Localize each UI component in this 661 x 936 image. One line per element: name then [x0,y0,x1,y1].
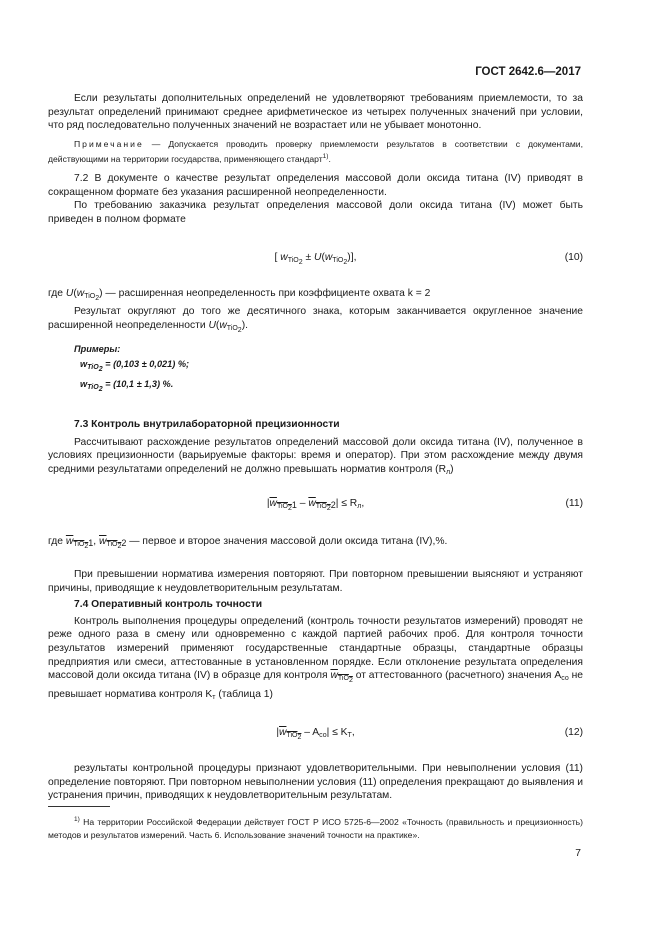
section-7-3-title: 7.3 Контроль внутрилабораторной прецизионности [74,418,340,430]
formula-11: $|w_{TiO_21} - w_{TiO_22}| \le R_л$, (11) [266,498,583,513]
examples-title: Примеры: [74,344,121,355]
paragraph-rounding: Результат округляют до того же десятичного знака, которым заканчивается округленное значение расширенной неопределенности $U(w_{TiO_2})$. [48,306,583,334]
document-header: ГОСТ 2642.6—2017 [475,66,581,78]
formula-number-12: (12) [564,727,583,739]
footnote-ref: 1) [322,152,329,160]
main-content [48,92,583,803]
footnote-divider [48,806,110,807]
note-label: Примечание [74,138,144,149]
paragraph-result: результаты контрольной процедуры признают удовлетворительными. При невыполнении условия (11) определение повторяют. При повторном невыполнении условия (11) определения прекращают до выявления и устранения причин, приводящих к неудовлетворительным результатам. [48,763,583,802]
page-number: 7 [575,848,581,859]
paragraph-7-4: Контроль выполнения процедуры определений (контроль точности результатов измерений) проводят не реже одного раза в смену или одновременно с каждой партией рабочих проб. Для контроля точности результатов измерений применяют государственные стандартные образцы, стандартные образцы предприятия или смеси, аттестованные в установленном порядке. Если отклонение результата определения массовой доли оксида титана (IV) в образце для контроля $w_{TiO_2}$ от аттестованного (расчетного) значения $A_{со}$ не превышает норматива контроля $K_т$ (таблица 1) [48,615,584,701]
paragraph-7-2-full-format: По требованию заказчика результат определения массовой доли оксида титана (IV) может быть приведен в полном формате [48,200,583,226]
paragraph-7-3: Рассчитывают расхождение результатов определений массовой доли оксида титана (IV), полученное в условиях прецизионности (варьируемые факторы: время и оператор). При этом расхождение между двумя средними результатами определений не должно превышать норматив контроля $(R_л)$ [48,436,583,476]
examples-block [48,343,583,398]
example-2: $w_{TiO_2} = (10,1 \pm 1,3)$ %. [80,379,174,394]
footnote-mark: 1) [74,816,80,823]
example-1: $w_{TiO_2} = (0,103 \pm 0,021)$ %; [80,358,190,373]
formula-12: $|w_{TiO_2} - A_{со}| \le K_Т$, (12) [276,727,583,742]
paragraph-7-2: 7.2 В документе о качестве результат определения массовой доли оксида титана (IV) приводят в сокращенном формате без указания расширенной неопределенности. [48,173,583,198]
paragraph-additional-results: Если результаты дополнительных определений не удовлетворяют требованиям приемлемости, то за результат определений принимают среднее арифметическое из четырех полученных значений при условии, что ряд последовательно полученных значений не возрастает или не убывает монотонно. [48,93,583,132]
formula-number-10: (10) [564,251,583,263]
section-7-4-title: 7.4 Оперативный контроль точности [74,599,263,611]
paragraph-where-U: где $U(w_{TiO_2})$ — расширенная неопределенность при коэффициенте охвата k = 2 [48,287,431,302]
note: Примечание — Допускается проводить проверку приемлемости результатов в соответствии с документами, действующими на территории государства, применяющего стандарт$^{1)}$. [48,138,583,164]
formula-number-11: (11) [565,498,583,510]
paragraph-exceed: При превышении норматива измерения повторяют. При повторном превышении выясняют и устраняют причины, приводящие к неудовлетворительным результатам. [48,568,583,594]
footnote: $^{1)}$ На территории Российской Федерации действует ГОСТ Р ИСО 5725-6—2002 «Точность (правильность и прецизионность) методов и результатов измерений. Часть 6. Использование значений точности на практике». [48,816,583,840]
formula-10: [ $w_{TiO_2} \pm U(w_{TiO_2})$], (10) [274,251,583,266]
paragraph-where-w: где $w_{TiO_21}$, $w_{TiO_22}$ — первое и второе значения массовой доли оксида титана (IV),%. [48,536,448,551]
